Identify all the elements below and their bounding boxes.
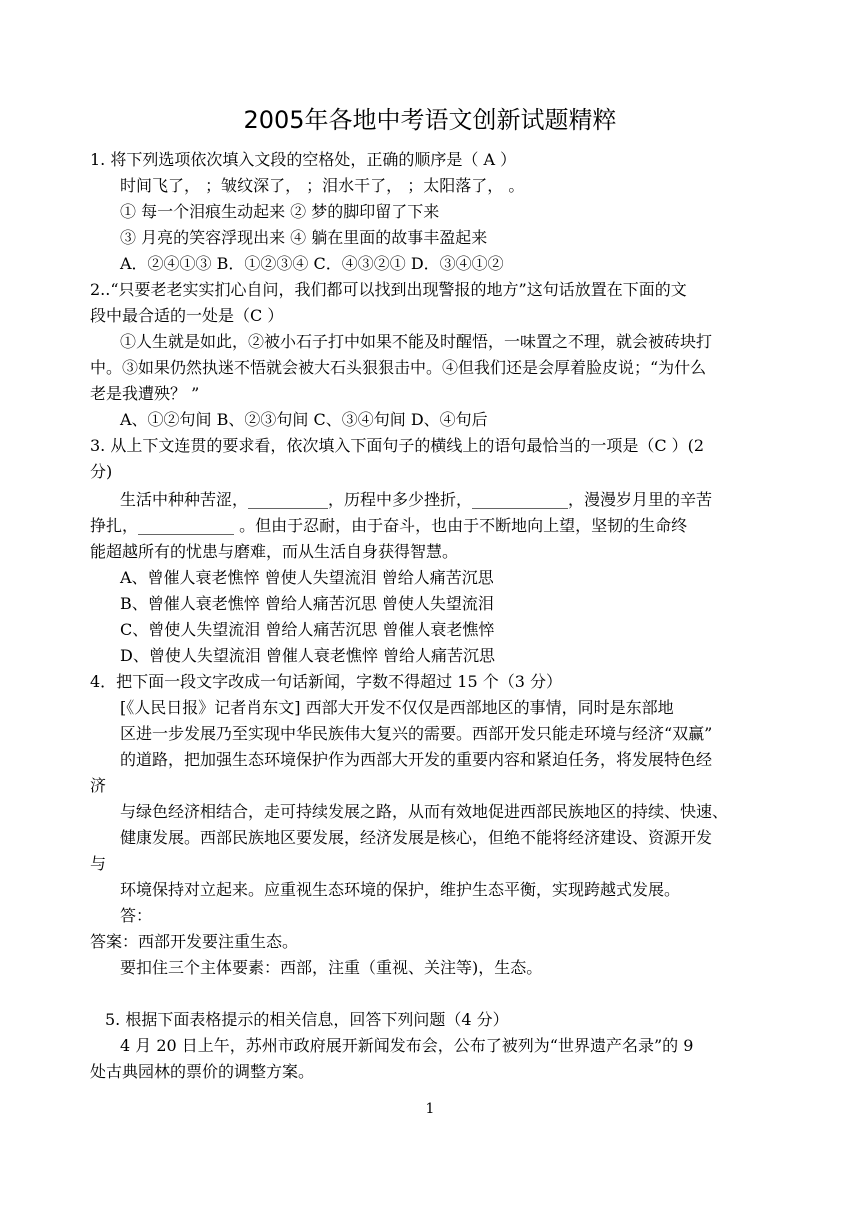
q4-stem: 4．把下面一段文字改成一句话新闻，字数不得超过 15 个（3 分） (90, 672, 562, 691)
q4-answer: 答案：西部开发要注重生态。 (90, 932, 299, 951)
q4-passage-4: 济 (90, 776, 107, 795)
q2-passage-3: 老是我遭殃？ ” (90, 384, 200, 403)
q4-passage-7: 与 (90, 854, 107, 873)
page-number: 1 (425, 1101, 435, 1117)
q4-passage-2: 区进一步发展乃至实现中华民族伟大复兴的需要。西部开发只能走环境与经济“双赢” (120, 724, 713, 743)
q3-passage-1: 生活中种种苦涩，__________，历程中多少挫折，____________，漫漫岁月里的辛苦 (120, 490, 713, 509)
q3-option-b: B、曾催人衰老憔悴 曾给人痛苦沉思 曾使人失望流泪 (120, 594, 494, 613)
q4-passage-1: [《人民日报》记者肖东文] 西部大开发不仅仅是西部地区的事情，同时是东部地 (120, 698, 674, 717)
q3-option-a: A、曾催人衰老憔悴 曾使人失望流泪 曾给人痛苦沉思 (120, 568, 494, 587)
q2-stem-cont: 段中最合适的一处是（C ） (90, 306, 284, 325)
q4-passage-5: 与绿色经济相结合，走可持续发展之路，从而有效地促进西部民族地区的持续、快速、 (120, 802, 729, 821)
q4-passage-6: 健康发展。西部民族地区要发展，经济发展是核心，但绝不能将经济建设、资源开发 (120, 828, 713, 847)
q1-options-1: ① 每一个泪痕生动起来 ② 梦的脚印留了下来 (120, 202, 440, 221)
q3-passage-3: 能超越所有的忧患与磨难，而从生活自身获得智慧。 (90, 542, 459, 561)
q1-passage: 时间飞了， ；皱纹深了， ；泪水干了， ；太阳落了， 。 (120, 176, 525, 195)
q3-stem-cont: 分) (90, 462, 113, 481)
q4-answer-label: 答： (120, 906, 153, 925)
q1-choices: A．②④①③ B．①②③④ C．④③②① D．③④①② (120, 254, 504, 273)
q3-passage-2: 挣扎，____________ 。但由于忍耐，由于奋斗，也由于不断地向上望，坚韧的生命终 (90, 516, 688, 535)
q2-choices: A、①②句间 B、②③句间 C、③④句间 D、④句后 (120, 410, 488, 429)
q2-passage-2: 中。③如果仍然执迷不悟就会被大石头狠狠击中。④但我们还是会厚着脸皮说；“为什么 (90, 358, 707, 377)
q5-stem: 5. 根据下面表格提示的相关信息，回答下列问题（4 分） (105, 1010, 509, 1029)
q4-passage-3: 的道路，把加强生态环境保护作为西部大开发的重要内容和紧迫任务，将发展特色经 (120, 750, 713, 769)
q5-passage-1: 4 月 20 日上午，苏州市政府展开新闻发布会，公布了被列为“世界遗产名录”的 9 (120, 1036, 694, 1055)
q4-passage-8: 环境保持对立起来。应重视生态环境的保护，维护生态平衡，实现跨越式发展。 (120, 880, 681, 899)
q2-stem: 2..“只要老老实实扪心自问，我们都可以找到出现警报的地方”这句话放置在下面的文 (90, 280, 687, 299)
q4-answer-note: 要扣住三个主体要素：西部，注重（重视、关注等)，生态。 (120, 958, 543, 977)
q1-stem: 1. 将下列选项依次填入文段的空格处，正确的顺序是（ A ） (90, 150, 517, 169)
q1-options-2: ③ 月亮的笑容浮现出来 ④ 躺在里面的故事丰盈起来 (120, 228, 488, 247)
q2-passage-1: ①人生就是如此，②被小石子打中如果不能及时醒悟，一味置之不理，就会被砖块打 (120, 332, 713, 351)
q3-option-d: D、曾使人失望流泪 曾催人衰老憔悴 曾给人痛苦沉思 (120, 646, 496, 665)
q5-passage-2: 处古典园林的票价的调整方案。 (90, 1062, 315, 1081)
q3-option-c: C、曾使人失望流泪 曾给人痛苦沉思 曾催人衰老憔悴 (120, 620, 495, 639)
page-title: 2005年各地中考语文创新试题精粹 (243, 106, 617, 134)
q3-stem: 3. 从上下文连贯的要求看，依次填入下面句子的横线上的语句最恰当的一项是（C ）(2 (90, 436, 705, 455)
